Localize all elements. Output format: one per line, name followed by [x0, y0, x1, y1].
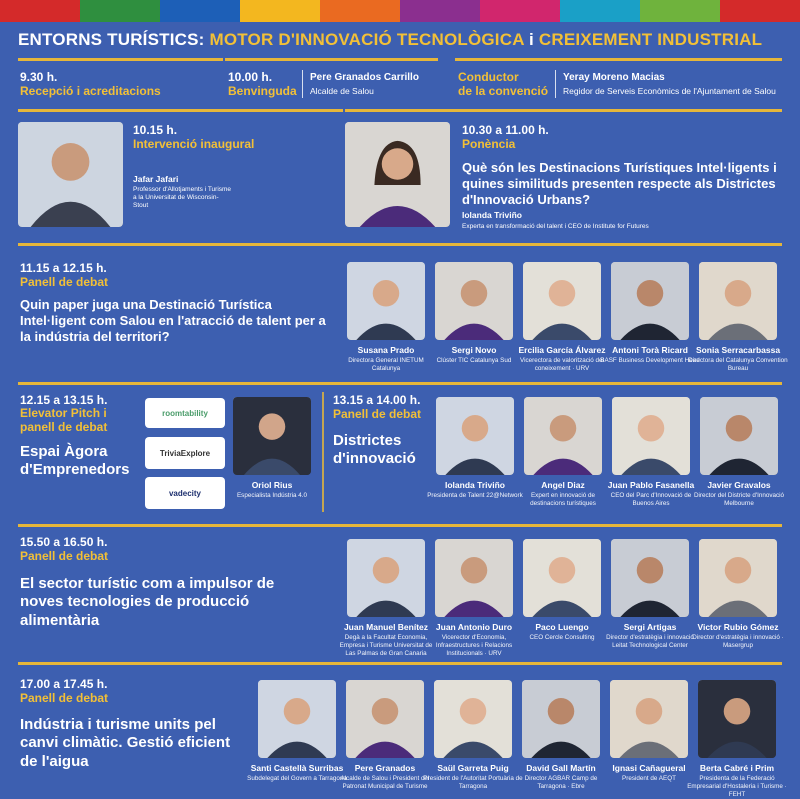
logo-vadecity: vadecity: [145, 477, 225, 509]
person-icon: [700, 397, 778, 475]
talk-question: Què són les Destinacions Turístiques Intel·ligents i quines similituds presenten respecte als Districtes d'Innovació Urbans?: [462, 160, 777, 207]
speaker-role: Director d'estratègia i innovació Leitat Technological Center: [606, 634, 694, 649]
speaker-photo: [233, 397, 311, 475]
divider: [555, 70, 556, 98]
speaker-photo: [434, 680, 512, 758]
districts-time: 13.15 a 14.00 h.: [333, 393, 421, 407]
speaker-role: Clúster TIC Catalunya Sud: [436, 357, 512, 364]
divider: [302, 70, 303, 98]
person-icon: [611, 262, 689, 340]
panel1-time: 11.15 a 12.15 h.: [20, 261, 107, 275]
speaker-name: Sergi Novo: [451, 345, 497, 355]
host-label-2: de la convenció: [458, 84, 549, 98]
welcome-speaker-name: Pere Granados Carrillo: [310, 72, 419, 83]
person-icon: [523, 539, 601, 617]
speaker-photo: [345, 122, 450, 227]
speaker-role: Director del Districte d'Innovació Melbourne: [693, 492, 785, 507]
person-icon: [611, 539, 689, 617]
speaker-role: Alcalde de Salou i President del Patronat Municipal de Turisme: [340, 775, 430, 790]
speaker-name: Santi Castellà Surribas: [250, 763, 344, 773]
speaker-photo: [347, 539, 425, 617]
speaker-role: Vicerectora de valorització del coneixement · URV: [520, 357, 604, 372]
speaker-name: Sergi Artigas: [623, 622, 677, 632]
speaker-role: CEO del Parc d'Innovació de Buenos Aires: [610, 492, 692, 507]
speaker-photo: [698, 680, 776, 758]
person-icon: [18, 122, 123, 227]
top-color-bar: [0, 0, 800, 22]
speaker-role: Degà a la Facultat Economia, Empresa i Turisme Universitat de Las Palmas de Gran Canaria: [339, 634, 433, 657]
person-icon: [233, 397, 311, 475]
divider: [18, 58, 223, 61]
speaker-role: President de AEQT: [622, 775, 676, 782]
panel3-time: 15.50 a 16.50 h.: [20, 535, 108, 549]
person-icon: [699, 539, 777, 617]
speaker-name: Antoni Torà Ricard: [612, 345, 688, 355]
divider: [18, 382, 782, 385]
panel3-label: Panell de debat: [20, 549, 109, 563]
person-icon: [435, 262, 513, 340]
speaker-photo: [611, 262, 689, 340]
talk-label: Ponència: [462, 137, 516, 151]
speaker-name: Iolanda Triviño: [445, 480, 505, 490]
speaker-photo: [347, 262, 425, 340]
speaker-photo: [18, 122, 123, 227]
speaker-name: Juan Pablo Fasanella: [607, 480, 695, 490]
speaker-name: Juan Manuel Benítez: [343, 622, 429, 632]
panel1-question: Quin paper juga una Destinació Turística Intel·ligent com Salou en l'atracció de talent per a la indústria del territori?: [20, 297, 326, 344]
speaker-name: Sonia Serracarbassa: [695, 345, 781, 355]
speaker-photo: [612, 397, 690, 475]
divider: [18, 109, 343, 112]
panel4-question: Indústria i turisme units pel canvi climàtic. Gestió eficient de l'aigua: [20, 716, 231, 770]
person-icon: [346, 680, 424, 758]
inaugural-time: 10.15 h.: [133, 123, 178, 137]
speaker-name: Angel Diaz: [541, 480, 585, 490]
speaker-role: Especialista Indústria 4.0: [236, 492, 307, 499]
intro-time-1: 9.30 h.: [20, 70, 58, 84]
inaugural-speaker-role: Professor d'Allotjaments i Turisme a la Universitat de Wisconsin-Stout: [133, 186, 232, 209]
page-title: ENTORNS TURÍSTICS: MOTOR D'INNOVACIÓ TECNOLÒGICA i CREIXEMENT INDUSTRIAL: [18, 30, 763, 49]
speaker-name: Juan Antonio Duro: [435, 622, 513, 632]
divider: [345, 109, 782, 112]
person-icon: [522, 680, 600, 758]
host-label: Conductor: [458, 70, 519, 84]
speaker-name: Pere Granados: [354, 763, 416, 773]
inaugural-label: Intervenció inaugural: [133, 137, 255, 151]
person-icon: [436, 397, 514, 475]
speaker-role: Presidenta de la Federació Empresarial d'Hostaleria i Turisme · FEHT: [687, 775, 787, 798]
speaker-name: Paco Luengo: [535, 622, 589, 632]
person-icon: [345, 122, 450, 227]
person-icon: [699, 262, 777, 340]
speaker-photo: [523, 539, 601, 617]
speaker-name: Ignasi Cañagueral: [612, 763, 686, 773]
divider: [18, 524, 782, 527]
speaker-photo: [258, 680, 336, 758]
logo-triviaexplore: TriviaExplore: [145, 437, 225, 469]
panel3-question: El sector turístic com a impulsor de noves tecnologies de producció alimentària: [20, 575, 275, 629]
speaker-name: David Gall Martín: [526, 763, 596, 773]
speaker-role: Directora del Catalunya Convention Bureau: [688, 357, 788, 372]
speaker-role: President de l'Autoritat Portuària de Tarragona: [423, 775, 523, 790]
speaker-photo: [522, 680, 600, 758]
speaker-name: Saül Garreta Puig: [437, 763, 509, 773]
person-icon: [434, 680, 512, 758]
elevator-title: Espai Àgora d'Emprenedors: [20, 443, 130, 479]
divider: [322, 392, 324, 512]
speaker-role: Expert en innovació de destinacions turístiques: [530, 492, 596, 507]
speaker-photo: [435, 262, 513, 340]
person-icon: [347, 539, 425, 617]
speaker-role: BASF Business Development Head: [600, 357, 700, 364]
districts-title: Districtes d'innovació: [333, 432, 416, 468]
speaker-name: Victor Rubio Gómez: [697, 622, 779, 632]
elevator-time: 12.15 a 13.15 h.: [20, 393, 108, 407]
panel1-label: Panell de debat: [20, 275, 109, 289]
speaker-photo: [524, 397, 602, 475]
host-name: Yeray Moreno Macias: [563, 72, 665, 83]
divider: [225, 58, 438, 61]
speaker-name: Oriol Rius: [251, 480, 293, 490]
divider: [455, 58, 782, 61]
panel4-label: Panell de debat: [20, 691, 109, 705]
speaker-name: Berta Cabré i Prim: [699, 763, 775, 773]
speaker-role: Director AGBAR Camp de Tarragona · Ebre: [524, 775, 598, 790]
speaker-role: Vicerector d'Economia, Infraestructures i Relacions Institucionals · URV: [435, 634, 513, 657]
speaker-role: Presidenta de Talent 22@Network: [427, 492, 523, 499]
talk-speaker-name: Iolanda Triviño: [462, 210, 522, 220]
talk-time: 10.30 a 11.00 h.: [462, 123, 549, 137]
speaker-photo: [611, 539, 689, 617]
speaker-name: Ercilia García Álvarez: [518, 345, 606, 355]
speaker-role: Directora General INETUM Catalunya: [348, 357, 424, 372]
talk-speaker-role: Experta en transformació del talent i CEO de Institute for Futures: [462, 223, 649, 230]
speaker-photo: [610, 680, 688, 758]
elevator-label: Elevator Pitch i panell de debat: [20, 406, 108, 434]
speaker-name: Javier Gravalos: [707, 480, 771, 490]
person-icon: [698, 680, 776, 758]
welcome-speaker-role: Alcalde de Salou: [310, 86, 374, 96]
person-icon: [524, 397, 602, 475]
speaker-photo: [523, 262, 601, 340]
speaker-role: Subdelegat del Govern a Tarragona: [247, 775, 347, 782]
speaker-photo: [699, 262, 777, 340]
speaker-photo: [346, 680, 424, 758]
inaugural-speaker-name: Jafar Jafari: [133, 174, 179, 184]
divider: [18, 662, 782, 665]
speaker-role: Director d'estratègia i innovació · Masergrup: [692, 634, 784, 649]
speaker-photo: [436, 397, 514, 475]
speaker-name: Susana Prado: [357, 345, 415, 355]
intro-label-1: Recepció i acreditacions: [20, 84, 161, 98]
person-icon: [610, 680, 688, 758]
divider: [18, 243, 782, 246]
intro-label-2: Benvinguda: [228, 84, 297, 98]
person-icon: [612, 397, 690, 475]
panel4-time: 17.00 a 17.45 h.: [20, 677, 108, 691]
host-role: Regidor de Serveis Econòmics de l'Ajuntament de Salou: [563, 86, 776, 96]
person-icon: [258, 680, 336, 758]
speaker-role: CEO Cercle Consulting: [529, 634, 595, 641]
speaker-photo: [435, 539, 513, 617]
speaker-photo: [699, 539, 777, 617]
districts-label: Panell de debat: [333, 407, 422, 421]
logo-roomtability: roomtability: [145, 398, 225, 428]
person-icon: [523, 262, 601, 340]
intro-time-2: 10.00 h.: [228, 70, 273, 84]
person-icon: [347, 262, 425, 340]
person-icon: [435, 539, 513, 617]
speaker-photo: [700, 397, 778, 475]
